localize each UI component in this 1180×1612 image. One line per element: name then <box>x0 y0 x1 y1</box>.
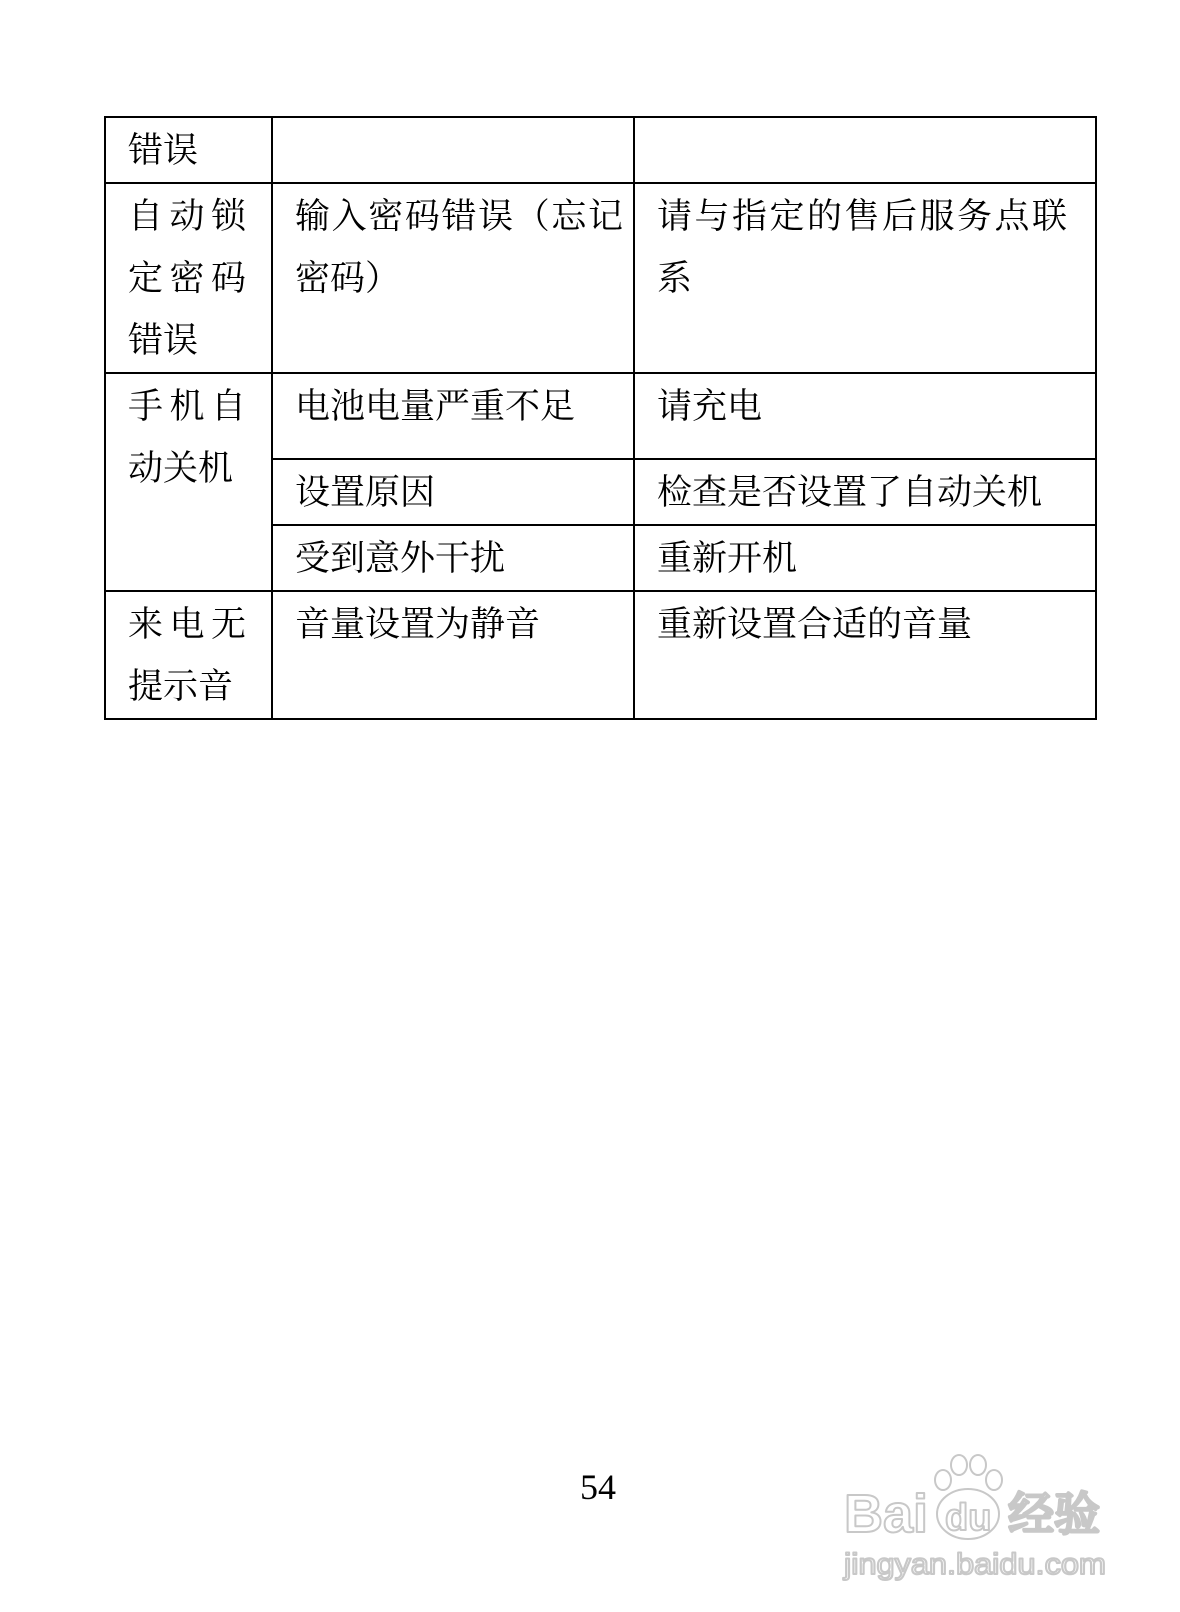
cause-cell: 电池电量严重不足 <box>272 373 634 459</box>
symptom-cell: 手机自动关机 <box>105 373 272 591</box>
symptom-cell: 自动锁定密码错误 <box>105 183 272 373</box>
solution-cell: 请与指定的售后服务点联系 <box>634 183 1096 373</box>
table-row <box>105 373 1096 459</box>
watermark-logo <box>843 1455 1106 1581</box>
cause-cell: 受到意外干扰 <box>272 525 634 591</box>
solution-cell: 重新开机 <box>634 525 1096 591</box>
solution-cell: 重新设置合适的音量 <box>634 591 1096 719</box>
baidu-jingyan-watermark <box>840 1440 1120 1590</box>
page-number: 54 <box>580 1467 616 1507</box>
table-row <box>105 183 1096 373</box>
solution-cell <box>634 117 1096 183</box>
table-row <box>105 117 1096 183</box>
symptom-cell: 来电无提示音 <box>105 591 272 719</box>
cause-cell <box>272 117 634 183</box>
cause-cell: 设置原因 <box>272 459 634 525</box>
table-row <box>105 591 1096 719</box>
solution-cell: 请充电 <box>634 373 1096 459</box>
watermark-logo-du: du <box>945 1497 992 1539</box>
cause-cell: 输入密码错误（忘记密码） <box>272 183 634 373</box>
cause-cell: 音量设置为静音 <box>272 591 634 719</box>
troubleshooting-table <box>104 116 1097 720</box>
watermark-logo-bai: Bai <box>844 1484 929 1544</box>
symptom-cell: 错误 <box>105 117 272 183</box>
solution-cell: 检查是否设置了自动关机 <box>634 459 1096 525</box>
watermark-logo-jingyan: 经验 <box>1008 1487 1100 1541</box>
watermark-url: jingyan.baidu.com <box>842 1548 1106 1581</box>
